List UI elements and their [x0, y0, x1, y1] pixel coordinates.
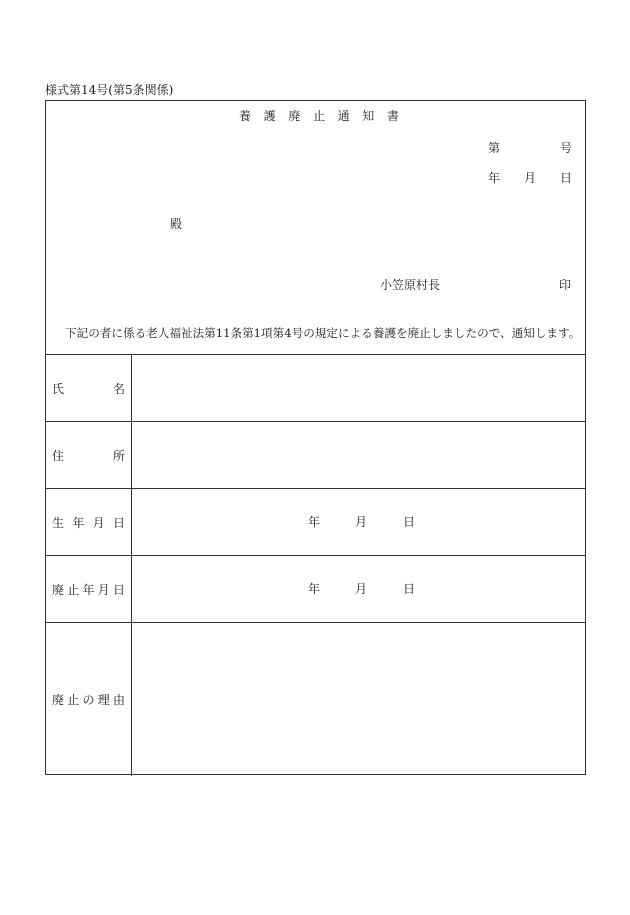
table-row-abolition-date: [46, 556, 585, 623]
title-char: 廃: [288, 109, 301, 123]
label-char: 年: [72, 515, 85, 530]
row-label-birthdate: [46, 489, 132, 555]
abolition-date-value-field[interactable]: [132, 556, 585, 622]
label-char: 生: [52, 515, 65, 530]
label-char: 住: [52, 448, 65, 463]
row-label-address: [46, 422, 132, 488]
addressee-suffix: 殿: [170, 217, 183, 231]
doc-number-go: 号: [560, 141, 573, 155]
notice-header: [46, 101, 585, 354]
doc-date-day: 日: [560, 171, 573, 185]
birthdate-day-unit: 日: [403, 515, 416, 529]
label-char: 止: [67, 582, 80, 597]
label-char: の: [82, 693, 95, 707]
abolition-year-unit: 年: [308, 582, 321, 596]
label-char: 月: [97, 582, 110, 597]
title-char: 書: [386, 109, 399, 123]
birthdate-value-field[interactable]: [132, 489, 585, 555]
seal-mark: 印: [559, 278, 572, 292]
doc-date-year: 年: [488, 171, 501, 185]
label-char: 氏: [52, 381, 65, 396]
label-char: 月: [92, 515, 105, 530]
document-title: [239, 109, 399, 125]
table-row-birthdate: [46, 489, 585, 556]
title-char: 知: [362, 109, 375, 123]
label-char: 廃: [52, 582, 65, 597]
address-value-field[interactable]: [132, 422, 585, 488]
label-char: 理: [97, 693, 110, 707]
table-row-address: [46, 422, 585, 489]
title-char: 通: [337, 109, 350, 123]
table-row-reason: [46, 623, 585, 776]
birthdate-year-unit: 年: [308, 515, 321, 529]
birthdate-month-unit: 月: [355, 515, 368, 529]
name-value-field[interactable]: [132, 355, 585, 421]
notice-text: 下記の者に係る老人福祉法第11条第1項第4号の規定による養護を廃止しましたので、通知します。: [65, 326, 581, 340]
label-char: 年: [82, 582, 95, 597]
title-char: 止: [312, 109, 325, 123]
doc-number-dai: 第: [488, 141, 501, 155]
title-char: 護: [263, 109, 276, 123]
label-char: 日: [112, 582, 125, 597]
reason-value-field[interactable]: [132, 623, 585, 776]
abolition-month-unit: 月: [355, 582, 368, 596]
row-label-name: [46, 355, 132, 421]
label-char: 日: [112, 515, 125, 530]
label-char: 廃: [52, 693, 65, 707]
label-char: 所: [112, 448, 125, 463]
doc-date-month: 月: [524, 171, 537, 185]
label-char: 名: [112, 381, 125, 396]
form-number-caption: 様式第14号(第5条関係): [45, 83, 174, 97]
table-row-name: [46, 355, 585, 422]
issuer-name: 小笠原村長: [380, 278, 441, 292]
label-char: 止: [67, 693, 80, 707]
label-char: 由: [112, 693, 125, 707]
details-table: [46, 354, 585, 776]
row-label-abolition-date: [46, 556, 132, 622]
notice-form-frame: [45, 100, 586, 775]
title-char: 養: [239, 109, 252, 123]
row-label-reason: [46, 623, 132, 776]
abolition-day-unit: 日: [403, 582, 416, 596]
